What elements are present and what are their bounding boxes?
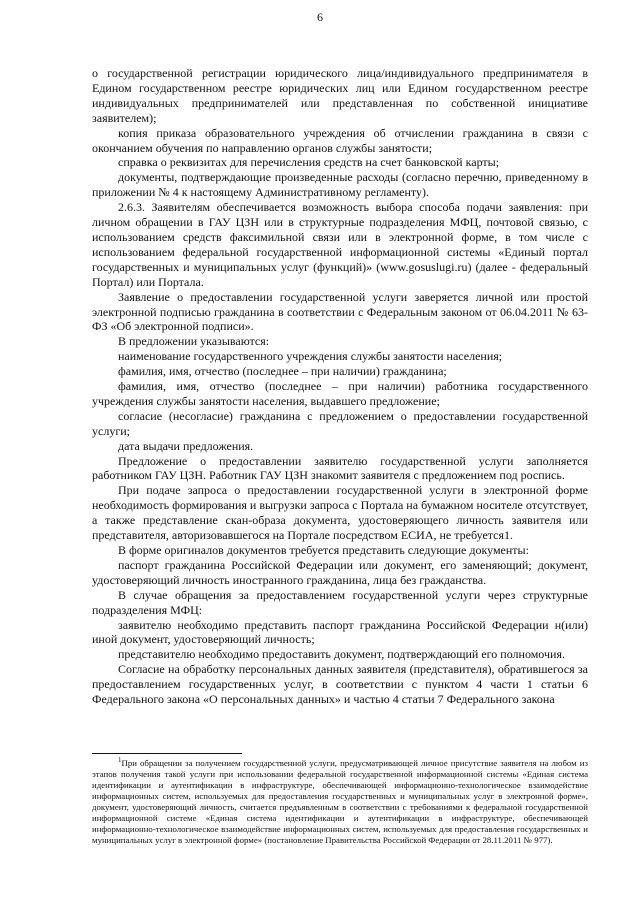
paragraph: В форме оригиналов документов требуется представить следующие документы: — [118, 543, 529, 557]
paragraph: В предложении указываются: — [118, 334, 270, 349]
paragraph: паспорт гражданина Российской Федерации или документ, его заменяющий; документ, удостоверяющий личность иностранного гражданина, лица без гражданства. — [92, 557, 588, 587]
paragraph: Предложение о предоставлении заявителю государственной услуги заполняется работником ГАУ ЦЗН. Работник ГАУ ЦЗН знакомит заявителя с предложением под роспись. — [92, 453, 588, 483]
paragraph: дата выдачи предложения. — [118, 438, 254, 453]
paragraph: 2.6.3. Заявителям обеспечивается возможность выбора способа подачи заявления: при личном обращении в ГАУ ЦЗН или в структурные подразделения МФЦ, почтовой связью, с использованием средств факсимильной связи или в электронной форме, в том числе с использованием федеральной государственной информационной системы «Единый портал государственных и муниципальных услуг (функций)» (www.gosuslugi.ru) (далее - федеральный Портал) или Портала. — [92, 200, 588, 289]
paragraph: справка о реквизитах для перечисления средств на счет банковской карты; — [118, 155, 500, 170]
footnote — [92, 758, 588, 846]
paragraph: В случае обращения за предоставлением государственной услуги через структурные подразделения МФЦ: — [92, 587, 588, 617]
paragraph: документы, подтверждающие произведенные расходы (согласно перечню, приведенному в приложении № 4 к настоящему Административному регламенту). — [92, 170, 588, 200]
footnote-separator — [92, 753, 242, 754]
paragraph: о государственной регистрации юридического лица/индивидуального предпринимателя в Едином государственном реестре юридических лиц или Едином государственном реестре индивидуальных предпринимателей или представленная по собственной инициативе заявителем); — [92, 66, 588, 125]
document-body — [92, 66, 588, 707]
page-number: 6 — [317, 10, 323, 24]
paragraph: копия приказа образовательного учреждения об отчислении гражданина в связи с окончанием обучения по направлению органов службы занятости; — [92, 125, 588, 155]
paragraph: Согласие на обработку персональных данных заявителя (представителя), обратившегося за предоставлением государственных услуг, в соответствии с пунктом 4 части 1 статьи 6 Федерального закона «О персональных данных» и частью 4 статьи 7 Федерального закона — [92, 662, 588, 707]
paragraph: При подаче запроса о предоставлении государственной услуги в электронной форме необходимость формирования и выгрузки запроса с Портала на бумажном носителе отсутствует, а также представление скан-образа документа, удостоверяющего личность заявителя или представителя, авторизовавшегося на Портале посредством ЕСИА, не требуется1. — [92, 483, 588, 543]
paragraph: фамилия, имя, отчество (последнее – при наличии) гражданина; — [118, 364, 447, 379]
paragraph: согласие (несогласие) гражданина с предложением о предоставлении государственной услуги; — [92, 408, 588, 438]
paragraph: представителю необходимо предоставить документ, подтверждающий его полномочия. — [118, 647, 565, 662]
paragraph: Заявление о предоставлении государственной услуги заверяется личной или простой электронной подписью гражданина в соответствии с Федеральным законом от 06.04.2011 № 63-ФЗ «Об электронной подписи». — [92, 289, 588, 334]
footnote-text: При обращении за получением государственной услуги, предусматривающей личное присутствие заявителя на любом из этапов получения такой услуги при использовании федеральной государственной информационной системы «Единая система идентификации и аутентификации в инфраструктуре, обеспечивающей информационно-технологическое взаимодействие информационных систем, используемых для предоставления государственных и муниципальных услуг в электронной форме», документ, удостоверяющий личность, считается предъявленным в соответствии с требованиями к федеральной государственной информационной системе «Единая система идентификации и аутентификации в инфраструктуре, обеспечивающей информационно-технологическое взаимодействие информационных систем, используемых для предоставления государственных и муниципальных услуг в электронной форме» (постановление Правительства Российской Федерации от 28.11.2011 № 977). — [92, 758, 588, 845]
footnote-marker: 1 — [118, 756, 122, 765]
paragraph: фамилия, имя, отчество (последнее – при наличии) работника государственного учреждения службы занятости населения, выдавшего предложение; — [92, 379, 588, 408]
paragraph: заявителю необходимо представить паспорт гражданина Российской Федерации н(или) иной документ, удостоверяющий личность; — [92, 617, 588, 647]
paragraph: наименование государственного учреждения службы занятости населения; — [118, 349, 503, 364]
